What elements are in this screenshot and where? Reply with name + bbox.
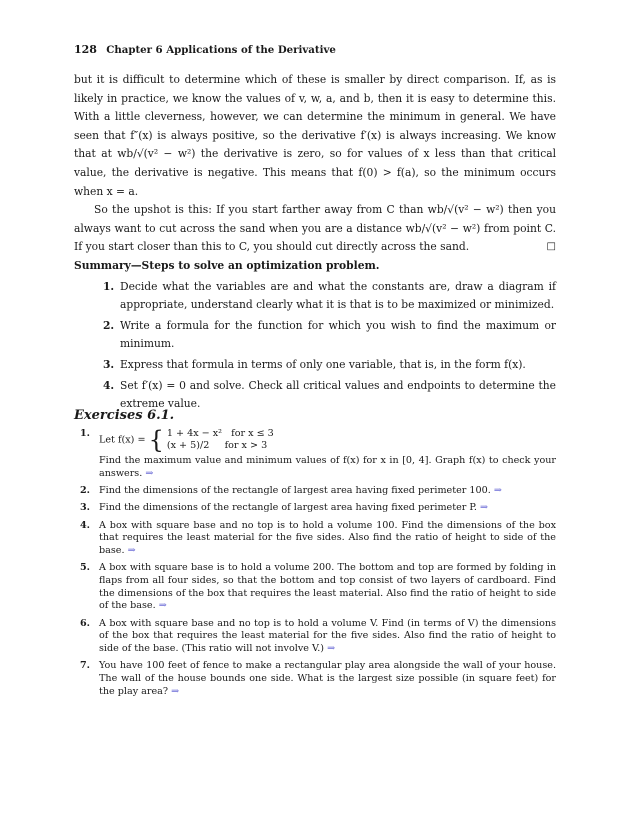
answer-link-arrow[interactable]: ⇒ bbox=[327, 643, 336, 655]
exercise-number: 1. bbox=[80, 428, 91, 439]
exercise-item: 2. Find the dimensions of the rectangle of largest area having fixed perimeter 100. ⇒ bbox=[80, 485, 502, 496]
running-header bbox=[74, 43, 336, 56]
piecewise-definition: Let f(x) = { 1 + 4x − x² for x ≤ 3 (x + 5)/2 for x > 3 bbox=[99, 426, 274, 454]
answer-link-arrow[interactable]: ⇒ bbox=[480, 502, 489, 514]
exercise-item: 7. You have 100 feet of fence to make a rectangular play area alongside the wall of your house. The wall of the house bounds one side. What is the largest size possible (in square feet) for the play area? ⇒ bbox=[80, 660, 556, 697]
page-number: 128 bbox=[74, 43, 97, 56]
paragraph-2 bbox=[74, 201, 556, 257]
exercise-item: 3. Find the dimensions of the rectangle of largest area having fixed perimeter P. ⇒ bbox=[80, 502, 489, 514]
answer-link-arrow[interactable]: ⇒ bbox=[127, 545, 136, 556]
exercise-item: 5. A box with square base is to hold a volume 200. The bottom and top are formed by folding in flaps from all four sides, so that the bottom and top consist of two layers of cardboard. Find the dimensions of the box that requires the least material. Also find the ratio of height to side of the base. ⇒ bbox=[80, 562, 556, 612]
summary-step: 4. Set f′(x) = 0 and solve. Check all critical values and endpoints to determine the extreme value. bbox=[103, 378, 556, 411]
summary-steps bbox=[74, 278, 556, 414]
summary-step: 3. Express that formula in terms of only one variable, that is, in the form f(x). bbox=[103, 357, 526, 371]
answer-link-arrow[interactable]: ⇒ bbox=[493, 485, 502, 496]
brace-glyph: { bbox=[148, 426, 164, 454]
body-text bbox=[74, 71, 556, 416]
qed-box-icon: □ bbox=[546, 241, 556, 253]
exercise-item: 4. A box with square base and no top is to hold a volume 100. Find the dimensions of the box that requires the least material for the five sides. Also find the ratio of height to side of the base. ⇒ bbox=[80, 519, 556, 556]
chapter-title: Chapter 6 Applications of the Derivative bbox=[106, 44, 336, 56]
paragraph-1: but it is difficult to determine which of these is smaller by direct comparison. If, as is likely in practice, we know the values of v, w, a, and b, then it is easy to determine this. With a little cleverness, however, we can determine the minimum in general. We have seen that f″(x) is always positive, so the derivative f′(x) is always increasing. We know that at wb/√(v² − w²) the derivative is zero, so for values of x less than that critical value, the derivative is negative. This means that f(0) > f(a), so the minimum occurs when x = a. bbox=[74, 73, 556, 198]
paragraph-2-text: So the upshot is this: If you start farther away from C than wb/√(v² − w²) then you always want to cut across the sand when you are a distance wb/√(v² − w²) from point C. If you start closer than this to C, you should cut directly across the sand. bbox=[74, 203, 556, 254]
exercises-list bbox=[74, 428, 556, 703]
answer-link-arrow[interactable]: ⇒ bbox=[171, 685, 180, 697]
exercise-item: 6. A box with square base and no top is to hold a volume V. Find (in terms of V) the dimensions of the box that requires the least material for the five sides. Also find the ratio of height to side of the base. (This ratio will not involve V.) ⇒ bbox=[80, 617, 556, 655]
exercises-heading: Exercises 6.1. bbox=[74, 408, 175, 423]
answer-link-arrow[interactable]: ⇒ bbox=[145, 467, 154, 479]
answer-link-arrow[interactable]: ⇒ bbox=[158, 600, 167, 612]
exercise-item: 1. Let f(x) = { 1 + 4x − x² for x ≤ 3 (x + 5)/2 for x > 3 Find the maximum value and minimum values of f(x) for x in [0, 4]. Graph f(x) to check your answers. ⇒ bbox=[80, 426, 556, 479]
summary-step: 2. Write a formula for the function for which you wish to find the maximum or minimum. bbox=[103, 318, 556, 351]
summary-step: 1. Decide what the variables are and what the constants are, draw a diagram if appropriate, understand clearly what it is that is to be maximized or minimized. bbox=[103, 279, 556, 312]
summary-heading: Summary—Steps to solve an optimization problem. bbox=[74, 258, 380, 272]
